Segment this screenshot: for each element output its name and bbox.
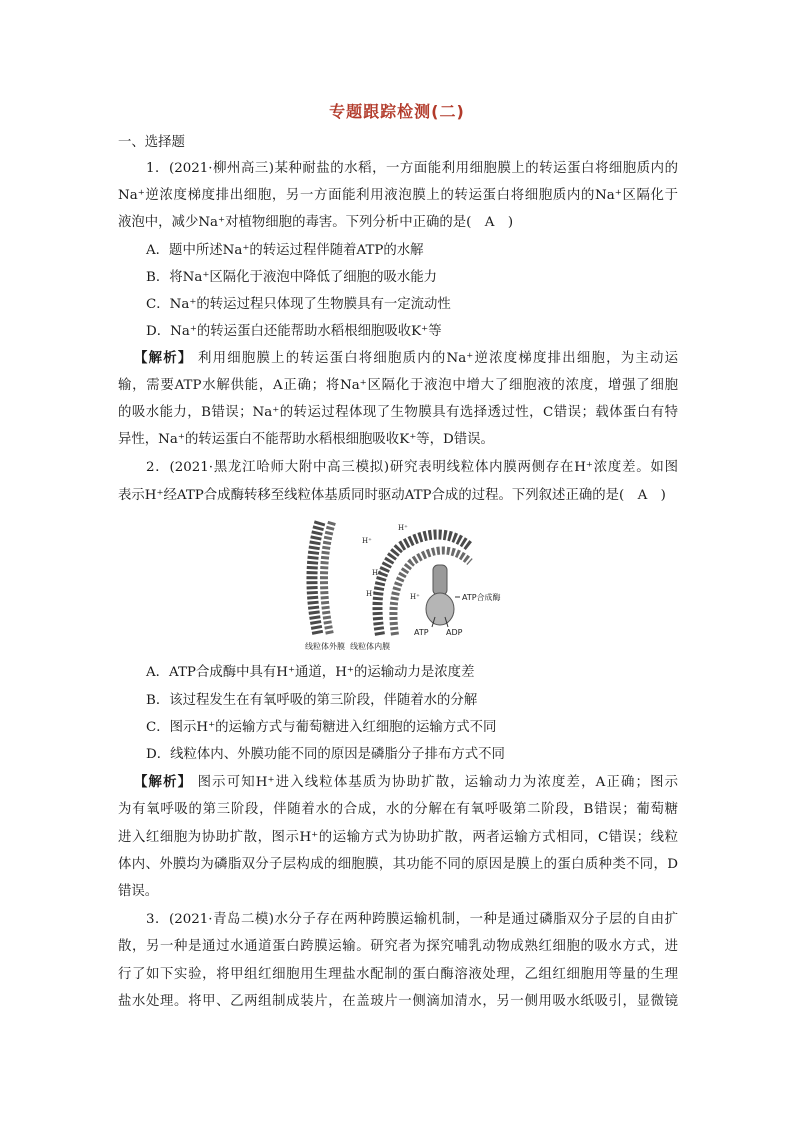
atp-synthase-head	[426, 593, 454, 625]
q3-stem-line-1: 3．(2021·青岛二模)水分子存在两种跨膜运输机制，一种是通过磷脂双分子层的自由扩	[146, 912, 678, 927]
analysis-text: 利用细胞膜上的转运蛋白将细胞质内的Na⁺逆浓度梯度排出细胞，为主动运	[197, 351, 678, 366]
q2-analysis-line-3: 进入红细胞为协助扩散，图示H⁺的运输方式为协助扩散，两者运输方式相同，C错误；线粒	[118, 830, 678, 845]
analysis-label: 【解析】	[134, 775, 193, 790]
inner-membrane-outer-layer	[378, 535, 471, 636]
q1-analysis-line-1	[134, 350, 678, 368]
q2-stem-line-2: 表示H⁺经ATP合成酶转移至线粒体基质同时驱动ATP合成的过程。下列叙述正确的是( A )	[118, 488, 666, 503]
q3-stem-line-4: 盐水处理。将甲、乙两组制成装片，在盖玻片一侧滴加清水，另一侧用吸水纸吸引，显微镜	[118, 994, 678, 1009]
q2-analysis-line-4: 体内、外膜均为磷脂双分子层构成的细胞膜，其功能不同的原因是膜上的蛋白质种类不同，D	[118, 857, 678, 872]
q3-stem-line-3: 行了如下实验，将甲组红细胞用生理盐水配制的蛋白酶溶液处理，乙组红细胞用等量的生理	[118, 967, 678, 982]
q3-stem-line-2: 散，另一种是通过水通道蛋白跨膜运输。研究者为探究哺乳动物成熟红细胞的吸水方式，进	[118, 939, 678, 954]
atp-synthase-label: ATP合成酶	[462, 593, 501, 602]
outer-membrane-inner-layer	[324, 522, 332, 635]
q2-option-a: A．ATP合成酶中具有H⁺通道，H⁺的运输动力是浓度差	[146, 665, 475, 680]
atp-synthase-stalk	[433, 565, 447, 595]
q2-option-b: B．该过程发生在有氧呼吸的第三阶段，伴随着水的分解	[146, 693, 478, 708]
q1-stem-line-3: 液泡中，减少Na⁺对植物细胞的毒害。下列分析中正确的是( A )	[118, 215, 514, 230]
adp-label: ADP	[446, 628, 463, 637]
q1-stem-line-1: 1．(2021·柳州高三)某种耐盐的水稻，一方面能利用细胞膜上的转运蛋白将细胞质内的	[146, 161, 678, 176]
h-ion-label: H⁺	[362, 537, 372, 545]
outer-membrane-outer-layer	[312, 522, 320, 635]
q2-option-d: D．线粒体内、外膜功能不同的原因是磷脂分子排布方式不同	[146, 747, 505, 762]
atp-label: ATP	[414, 628, 429, 637]
q1-option-a: A．题中所述Na⁺的转运过程伴随着ATP的水解	[146, 243, 424, 258]
section-heading: 一、选择题	[118, 135, 185, 150]
analysis-text: 图示可知H⁺进入线粒体基质为协助扩散，运输动力为浓度差，A正确；图示	[197, 775, 679, 790]
q1-option-c: C．Na⁺的转运过程只体现了生物膜具有一定流动性	[146, 297, 451, 312]
h-ion-label: H⁺	[372, 569, 382, 577]
mitochondrion-membrane-figure	[300, 517, 501, 652]
q1-option-b: B．将Na⁺区隔化于液泡中降低了细胞的吸水能力	[146, 270, 438, 285]
h-ion-label: H⁺	[366, 590, 376, 598]
analysis-label: 【解析】	[134, 351, 193, 366]
q1-analysis-line-2: 输，需要ATP水解供能，A正确；将Na⁺区隔化于液泡中增大了细胞液的浓度，增强了细胞	[118, 378, 678, 393]
q1-option-d: D．Na⁺的转运蛋白还能帮助水稻根细胞吸收K⁺等	[146, 324, 442, 339]
q2-analysis-line-1	[134, 774, 678, 792]
figure-caption: 线粒体外膜 线粒体内膜	[305, 642, 391, 651]
h-ion-label: H⁺	[410, 593, 420, 601]
q1-analysis-line-3: 的吸水能力，B错误；Na⁺的转运过程体现了生物膜具有选择透过性，C错误；载体蛋白有特	[118, 405, 678, 420]
q2-analysis-line-2: 为有氧呼吸的第三阶段，伴随着水的合成，水的分解在有氧呼吸第二阶段，B错误；葡萄糖	[118, 802, 678, 817]
q1-stem-line-2: Na⁺逆浓度梯度排出细胞，另一方面能利用液泡膜上的转运蛋白将细胞质内的Na⁺区隔化于	[118, 188, 678, 203]
q1-analysis-line-4: 异性，Na⁺的转运蛋白不能帮助水稻根细胞吸收K⁺等，D错误。	[118, 432, 494, 447]
q2-analysis-line-5: 错误。	[118, 884, 159, 899]
h-ion-label: H⁺	[398, 524, 408, 532]
page-title: 专题跟踪检测(二)	[329, 102, 465, 121]
q2-stem-line-1: 2．(2021·黑龙江哈师大附中高三模拟)研究表明线粒体内膜两侧存在H⁺浓度差。如图	[146, 460, 678, 475]
q2-option-c: C．图示H⁺的运输方式与葡萄糖进入红细胞的运输方式不同	[146, 720, 497, 735]
